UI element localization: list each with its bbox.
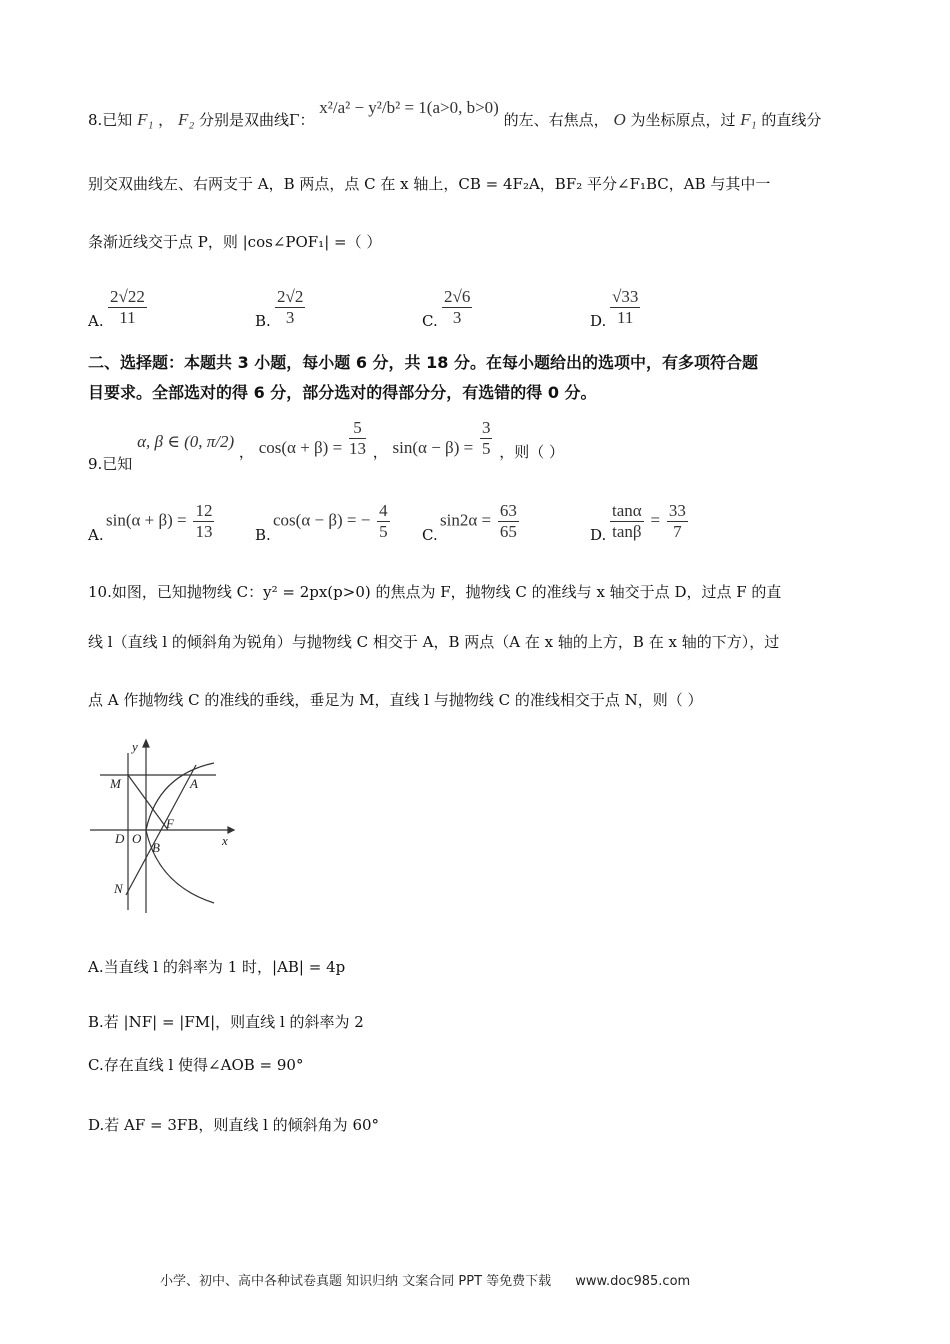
q8-line2: 别交双曲线左、右两支于 A，B 两点，点 C 在 x 轴上，CB = 4F₂A，BF₂ 平分∠F₁BC，AB 与其中一 <box>88 175 771 193</box>
option-expression <box>608 501 690 542</box>
q9-condition-cos: cos(α + β) = <box>258 437 343 457</box>
option-fraction <box>108 287 147 328</box>
q8-f1-b: F₁ <box>740 110 757 129</box>
section2-heading-line2: 目要求。全部选对的得 6 分，部分选对的得部分分，有选错的得 0 分。 <box>88 383 597 402</box>
q10-option-c[interactable]: C.存在直线 l 使得∠AOB = 90° <box>88 1056 304 1074</box>
footer-url[interactable]: www.doc985.com <box>575 1274 691 1289</box>
q10-option-d[interactable]: D.若 AF = 3FB，则直线 l 的倾斜角为 60° <box>88 1116 380 1134</box>
option-label: A. <box>88 312 104 330</box>
q9-option-a[interactable] <box>88 488 258 544</box>
y-axis-arrow <box>143 740 149 747</box>
q8-prefix: 8.已知 <box>88 111 133 129</box>
q8-option-a[interactable] <box>88 272 238 330</box>
option-label: C. <box>422 312 438 330</box>
option-label: D. <box>590 526 607 544</box>
q8-sep: ， <box>158 111 174 129</box>
label-y: y <box>132 739 138 754</box>
fraction-denominator: 7 <box>673 522 682 541</box>
footer-text: 小学、初中、高中各种试卷真题 知识归纳 文案合同 PPT 等免费下载 <box>160 1274 552 1289</box>
label-x: x <box>222 833 228 848</box>
q10-line3: 点 A 作抛物线 C 的准线的垂线，垂足为 M，直线 l 与抛物线 C 的准线相交于点 N，则（ ） <box>88 691 703 709</box>
q8-text-e: 的直线分 <box>761 111 822 129</box>
option-lhs: sin(α + β) = <box>106 510 187 530</box>
fraction-denominator: 11 <box>119 308 136 327</box>
q10-option-b[interactable]: B.若 |NF| = |FM|，则直线 l 的斜率为 2 <box>88 1013 364 1031</box>
q9-cos-fraction <box>349 418 366 459</box>
option-equals: = <box>650 510 661 530</box>
page-footer <box>160 1270 690 1289</box>
q10-parabola-figure <box>88 735 248 915</box>
option-lhs: cos(α − β) = − <box>273 510 371 530</box>
q9-suffix: ，则（ ） <box>499 442 565 461</box>
option-fraction <box>275 287 305 328</box>
fraction-denominator: 5 <box>379 522 388 541</box>
x-axis-arrow <box>228 827 234 833</box>
fraction-denominator: 11 <box>616 308 634 327</box>
q10-line1: 10.如图，已知抛物线 C：y² = 2px(p>0) 的焦点为 F，抛物线 C 的准线与 x 轴交于点 D，过点 F 的直 <box>88 583 782 601</box>
fraction-numerator: 2√22 <box>110 287 145 306</box>
q8-option-c[interactable] <box>422 272 572 330</box>
q9-condition-range: α, β ∈ (0, π/2) <box>137 431 235 451</box>
option-fraction <box>610 287 640 328</box>
label-a: A <box>190 776 198 791</box>
option-label: B. <box>255 312 271 330</box>
fraction-numerator: 3 <box>481 418 491 437</box>
q9-option-b[interactable] <box>255 488 425 544</box>
q8-line3: 条渐近线交于点 P，则 |cos∠POF₁| =（ ） <box>88 233 382 251</box>
fraction-denominator: 3 <box>452 308 462 327</box>
option-expression <box>106 501 216 542</box>
label-o: O <box>132 831 142 846</box>
q8-hyperbola-equation: x²/a² − y²/b² = 1(a>0, b>0) <box>319 98 499 117</box>
fraction-denominator: 13 <box>348 439 366 458</box>
q10-line2: 线 l（直线 l 的倾斜角为锐角）与抛物线 C 相交于 A，B 两点（A 在 x 轴的上方，B 在 x 轴的下方），过 <box>88 633 780 651</box>
fraction-denominator: tanβ <box>612 522 642 541</box>
fraction-numerator: 4 <box>379 501 388 520</box>
q8-option-b[interactable] <box>255 272 405 330</box>
fraction-numerator: 33 <box>668 501 686 520</box>
option-label: C. <box>422 526 438 544</box>
q9-prefix: 9.已知 <box>88 454 133 473</box>
q8-text-b: 分别是双曲线Γ： <box>199 111 315 129</box>
option-label: D. <box>590 312 607 330</box>
option-expression <box>273 501 392 542</box>
fraction-numerator: tanα <box>612 501 642 520</box>
label-b: B <box>152 840 160 855</box>
q9-option-d[interactable] <box>590 488 750 544</box>
fraction-denominator: 13 <box>195 522 213 541</box>
option-label: A. <box>88 526 104 544</box>
fraction-numerator: 5 <box>349 418 366 439</box>
parabola-curve <box>146 763 214 903</box>
q9-option-c[interactable] <box>422 488 582 544</box>
q8-line1 <box>88 98 822 132</box>
q9-sin-fraction <box>480 418 493 459</box>
fraction-numerator: 63 <box>499 501 517 520</box>
q8-option-d[interactable] <box>590 272 740 330</box>
section2-heading-line1: 二、选择题：本题共 3 小题，每小题 6 分，共 18 分。在每小题给出的选项中，有多项符合题 <box>88 353 758 372</box>
option-lhs: sin2α = <box>440 510 492 530</box>
q8-f1: F₁ <box>137 110 154 129</box>
fraction-numerator: 12 <box>195 501 213 520</box>
option-fraction <box>442 287 472 328</box>
q9-line: 9.已知 α, β ∈ (0, π/2) ， cos(α + β) = $\frac{5}{13}$ ， sin(α − β) = $\frac{3}{5}$ ，则（ ） <box>88 418 565 473</box>
fraction-denominator: 65 <box>499 522 517 541</box>
fraction-numerator: 2√2 <box>277 287 304 306</box>
q9-condition-sin: sin(α − β) = <box>392 437 474 457</box>
label-m: M <box>110 776 121 791</box>
q8-origin: O <box>613 110 626 129</box>
fraction-numerator: 2√6 <box>444 287 471 306</box>
label-n: N <box>114 881 123 896</box>
fraction-denominator: 5 <box>481 439 491 458</box>
fraction-numerator: √33 <box>612 287 639 306</box>
fraction-denominator: 3 <box>285 308 295 327</box>
label-f: F <box>166 816 174 831</box>
option-label: B. <box>255 526 271 544</box>
label-d: D <box>115 831 125 846</box>
option-expression <box>440 501 521 542</box>
q8-f2: F₂ <box>177 110 195 129</box>
q8-text-c: 的左、右焦点， <box>503 111 609 129</box>
q8-text-d: 为坐标原点，过 <box>630 111 736 129</box>
q10-option-a[interactable]: A.当直线 l 的斜率为 1 时，|AB| = 4p <box>88 958 346 976</box>
